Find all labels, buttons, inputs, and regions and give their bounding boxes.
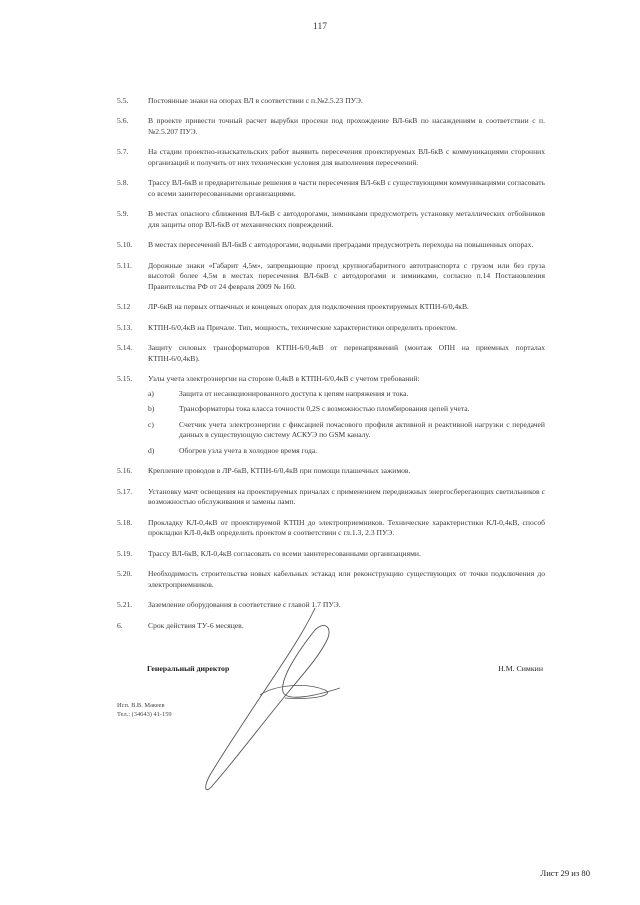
list-item <box>117 343 545 364</box>
item-number: 5.8. <box>117 178 129 188</box>
item-number: 5.13. <box>117 322 133 332</box>
executor-info <box>117 701 172 719</box>
item-text: Узлы учета электроэнергии на стороне 0,4кВ в КТПН-6/0,4кВ с учетом требований: <box>148 374 420 384</box>
sub-item-letter: c) <box>148 419 154 429</box>
list-item <box>117 374 545 457</box>
item-text: Трассу ВЛ-6кВ и предварительные решения в части пересечения ВЛ-6кВ с существующими коммуникациями согласовать со всеми заинтересованными организациями. <box>148 178 545 198</box>
item-text: Прокладку КЛ-0,4кВ от проектируемой КТПН до электроприемников. Технические характеристики КЛ-0,4кВ, способ прокладки КЛ-0,4кВ определить проектом в соответствии с гл.1.3, 2.3 ПУЭ. <box>148 517 545 538</box>
item-text: Заземление оборудования в соответствие с главой 1.7 ПУЭ. <box>148 600 341 610</box>
item-text: В местах опасного сближения ВЛ-6кВ с автодорогами, зимниками предусмотреть установку металлических отбойников для защиты опор ВЛ-6кВ от механических повреждений. <box>148 209 545 229</box>
item-text: На стадии проектно-изыскательских работ выявить пересечения проектируемых ВЛ-6кВ с коммуникациями сторонних организаций и получить от них технические условия для выполнения пересечений. <box>148 147 545 167</box>
item-number: 5.18. <box>117 517 133 527</box>
sub-item-text: Трансформаторы тока класса точности 0,2S с возможностью пломбирования цепей учета. <box>179 404 470 414</box>
item-number: 5.10. <box>117 240 133 250</box>
item-text: Установку мачт освещения на проектируемых причалах с применением передвижных энергосберегающих светильников с возможностью обслуживания и замены ламп. <box>148 486 545 507</box>
list-item <box>117 487 545 508</box>
item-text: В местах пересечений ВЛ-6кВ с автодорогами, водными преградами предусмотреть переходы на повышенных опорах. <box>148 240 534 250</box>
sub-item-letter: a) <box>148 388 154 398</box>
item-text: Необходимость строительства новых кабельных эстакад или реконструкцию существующих от точки подключения до электроприемников. <box>148 569 545 589</box>
item-text: КТПН-6/0,4кВ на Причале. Тип, мощность, технические характеристики определить проектом. <box>148 322 458 332</box>
item-number: 5.6. <box>117 116 129 126</box>
sub-list-item <box>148 404 545 415</box>
list-item <box>117 209 545 230</box>
item-number: 5.9. <box>117 209 129 219</box>
list-item <box>117 240 545 251</box>
sub-item-text: Счетчик учета электроэнергии с фиксацией почасового профиля активной и реактивной нагрузки с передачей данных в существующую систему АСКУЭ по GSM каналу. <box>179 419 545 440</box>
item-number: 5.14. <box>117 343 133 353</box>
executor-name: Исп. В.В. Макеев <box>117 702 165 709</box>
item-text: В проекте привести точный расчет вырубки просеки под прохождение ВЛ-6кВ по насаждениям в соответствии с п.№2.5.207 ПУЭ. <box>148 116 545 136</box>
item-number: 6. <box>117 620 123 630</box>
item-number: 5.5. <box>117 96 129 105</box>
item-number: 5.7. <box>117 147 129 157</box>
item-number: 5.12 <box>117 302 131 312</box>
sub-list-item <box>148 446 545 457</box>
list-item <box>117 96 545 107</box>
sub-item-letter: d) <box>148 446 155 456</box>
list-item <box>117 569 545 590</box>
item-text: Постоянные знаки на опорах ВЛ в соответствии с п.№2.5.23 ПУЭ. <box>148 96 363 105</box>
item-number: 5.15. <box>117 374 133 384</box>
sub-item-text: Обогрев узла учета в холодное время года. <box>179 446 318 456</box>
list-item <box>117 466 545 477</box>
sheet-number: Лист 29 из 80 <box>540 868 590 878</box>
signatory-title: Генеральный директор <box>147 664 230 673</box>
item-text: ЛР-6кВ на первых отпаечных и концевых опорах для подключения проектируемых КТПН-6/0,4кВ. <box>148 302 469 312</box>
item-number: 5.21. <box>117 600 133 610</box>
signatory-name: Н.М. Симкин <box>498 664 543 673</box>
item-text: Крепление проводов в ЛР-6кВ, КТПН-6/0,4кВ при помощи плашечных зажимов. <box>148 466 411 476</box>
item-text: Трассу ВЛ-6кВ, КЛ-0,4кВ согласовать со всеми заинтересованными организациями. <box>148 548 421 558</box>
list-item <box>117 518 545 539</box>
item-text: Защиту силовых трансформаторов КТПН-6/0,4кВ от перенапряжений (монтаж ОПН на приемных порталах КТПН-6/0,4кВ). <box>148 343 545 363</box>
list-item <box>117 323 545 334</box>
sub-item-text: Защита от несанкционированного доступа к цепям напряжения и тока. <box>179 388 409 398</box>
requirements-list <box>117 96 545 641</box>
item-number: 5.11. <box>117 260 132 270</box>
item-text: Дорожные знаки «Габарит 4,5м», запрещающие проезд крупногабаритного автотранспорта с грузом или без груза высотой более 4,5м в местах пересечения ВЛ-6кВ с автодорогами и зимниками, согласно п.14 Постановления Правительства РФ от 24 февраля 2009 № 160. <box>148 260 545 291</box>
item-number: 5.19. <box>117 548 133 558</box>
signature-graphic <box>165 600 405 810</box>
sub-item-letter: b) <box>148 404 155 414</box>
list-item <box>117 549 545 560</box>
list-item <box>117 178 545 199</box>
list-item <box>117 116 545 137</box>
item-number: 5.20. <box>117 569 133 579</box>
list-item <box>117 261 545 293</box>
item-text: Срок действия ТУ-6 месяцев. <box>148 620 244 630</box>
sub-list <box>148 389 545 457</box>
list-item <box>117 147 545 168</box>
item-number: 5.16. <box>117 466 133 476</box>
list-item <box>117 302 545 313</box>
executor-phone: Тел.: (34643) 41-159 <box>117 711 172 718</box>
item-number: 5.17. <box>117 486 133 496</box>
page-number: 117 <box>313 22 327 32</box>
sub-list-item <box>148 389 545 400</box>
sub-list-item <box>148 420 545 441</box>
